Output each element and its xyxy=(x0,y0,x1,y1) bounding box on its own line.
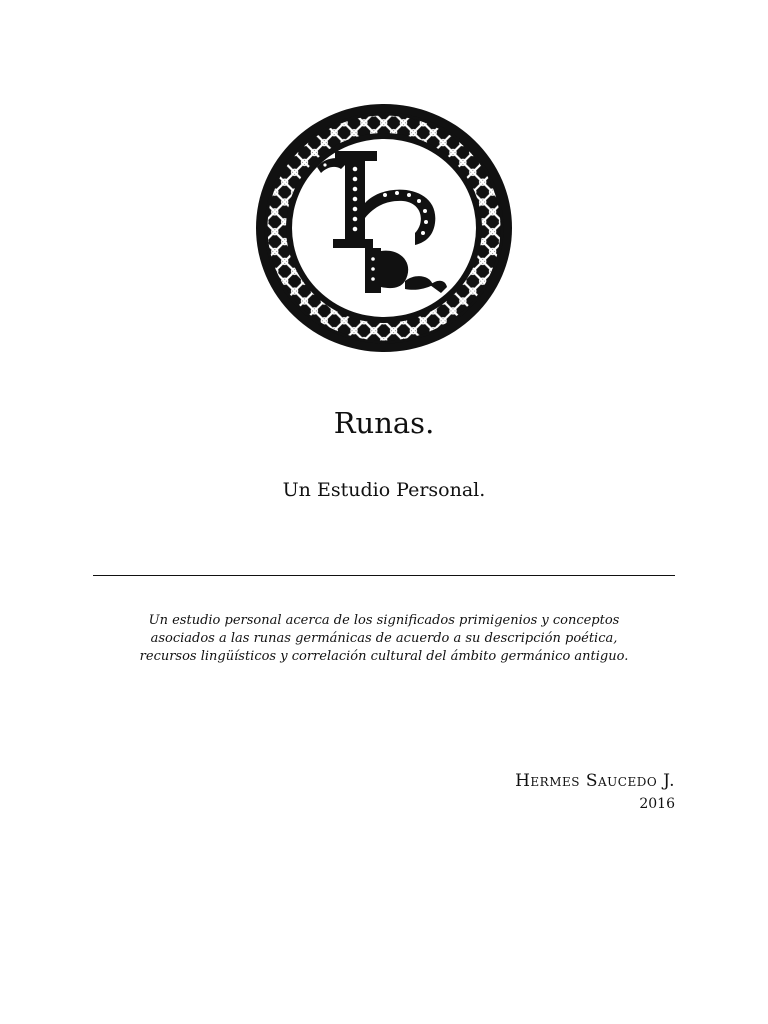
author-name: Hermes Saucedo J. xyxy=(515,771,675,791)
divider xyxy=(93,575,675,576)
document-subtitle: Un Estudio Personal. xyxy=(282,479,486,501)
abstract-line: asociados a las runas germánicas de acuerdo a su descripción poética, xyxy=(150,631,618,646)
abstract xyxy=(100,612,668,666)
celtic-knot-emblem-icon xyxy=(255,103,513,353)
publication-year: 2016 xyxy=(639,796,675,812)
abstract-line: Un estudio personal acerca de los significados primigenios y conceptos xyxy=(148,613,620,628)
abstract-line: recursos lingüísticos y correlación cultural del ámbito germánico antiguo. xyxy=(139,649,629,664)
document-title: Runas. xyxy=(333,406,435,440)
